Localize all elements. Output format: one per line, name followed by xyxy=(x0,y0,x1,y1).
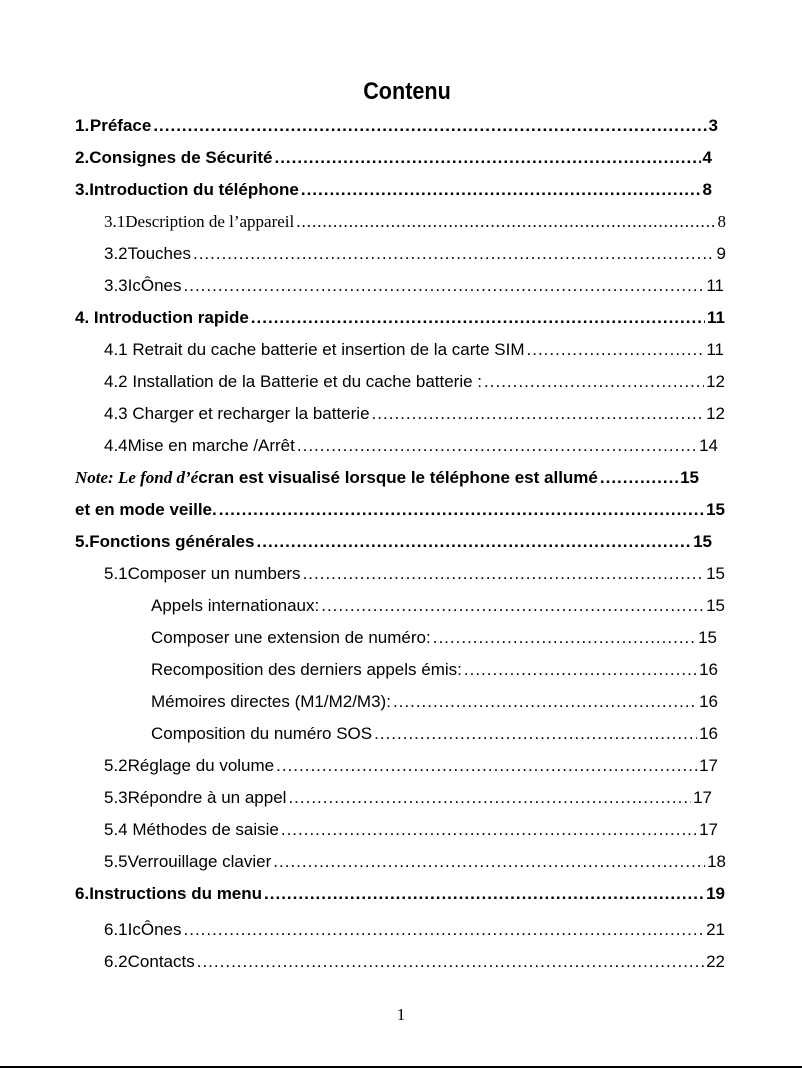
dot-leader xyxy=(274,145,700,171)
toc-label: Réglage du volume xyxy=(127,756,275,775)
toc-label: Composition du numéro SOS xyxy=(151,724,373,743)
toc-entry-composer-numbers[interactable] xyxy=(104,561,725,587)
toc-page: 21 xyxy=(706,920,725,939)
toc-label: Consignes de Sécurité xyxy=(89,148,273,167)
toc-entry-introduction-rapide[interactable] xyxy=(75,305,725,331)
toc-number: 6.1 xyxy=(104,920,128,939)
toc-label: 4.3 Charger et recharger la batterie xyxy=(104,404,370,423)
toc-number: 2. xyxy=(75,148,90,167)
toc-page: 15 xyxy=(693,532,712,551)
toc-page: 15 xyxy=(706,500,725,519)
toc-page: 3 xyxy=(708,116,718,135)
toc-label: 4.2 Installation de la Batterie et du cache batterie : xyxy=(104,372,483,391)
toc-page: 12 xyxy=(706,372,725,391)
dot-leader xyxy=(484,369,704,395)
toc-entry-repondre-appel[interactable] xyxy=(104,785,712,811)
toc-label: Appels internationaux: xyxy=(151,596,320,615)
toc-entry-verrouillage-clavier[interactable] xyxy=(104,849,726,875)
toc-page: 11 xyxy=(706,276,724,295)
toc-entry-icones[interactable] xyxy=(104,273,724,299)
toc-entry-contacts[interactable] xyxy=(104,949,725,975)
dot-leader xyxy=(296,209,715,235)
toc-entry-composer-extension[interactable] xyxy=(151,625,717,651)
toc-number: 5. xyxy=(75,532,90,551)
toc-page: 16 xyxy=(699,692,718,711)
toc-entry-consignes[interactable] xyxy=(75,145,712,171)
toc-number: 5.3 xyxy=(104,788,128,807)
toc-label: 5.4 Méthodes de saisie xyxy=(104,820,279,839)
dot-leader xyxy=(197,949,704,975)
toc-number: 5.2 xyxy=(104,756,128,775)
toc-label: Verrouillage clavier xyxy=(127,852,272,871)
toc-page: 17 xyxy=(699,820,718,839)
toc-page: 11 xyxy=(707,308,725,327)
toc-label: IcÔnes xyxy=(127,920,182,939)
toc-label: Répondre à un appel xyxy=(127,788,287,807)
toc-entry-memoires-directes[interactable] xyxy=(151,689,718,715)
dot-leader xyxy=(433,625,696,651)
dot-leader xyxy=(273,849,705,875)
toc-entry-introduction-telephone[interactable] xyxy=(75,177,712,203)
toc-label: cran est visualisé lorsque le téléphone est allumé xyxy=(198,468,598,487)
toc-entry-mise-en-marche[interactable] xyxy=(104,433,718,459)
toc-page: 15 xyxy=(698,628,717,647)
toc-label: Composer un numbers xyxy=(127,564,301,583)
toc-label: 4. Introduction rapide xyxy=(75,308,249,327)
toc-entry-fonctions-generales[interactable] xyxy=(75,529,712,555)
toc-number: 3.1 xyxy=(104,212,126,231)
toc-page: 15 xyxy=(706,564,725,583)
toc-number: 6. xyxy=(75,884,90,903)
dot-leader xyxy=(184,917,705,943)
toc-label: Instructions du menu xyxy=(89,884,263,903)
toc-label: et en mode veille. xyxy=(75,500,217,519)
toc-label: Fonctions générales xyxy=(89,532,255,551)
dot-leader xyxy=(264,881,704,907)
toc-page: 15 xyxy=(680,468,699,487)
toc-page: 17 xyxy=(693,788,712,807)
dot-leader xyxy=(297,433,697,459)
toc-page: 8 xyxy=(702,180,712,199)
toc-page: 18 xyxy=(707,852,726,871)
toc-page: 16 xyxy=(699,660,718,679)
toc-entry-mode-veille[interactable] xyxy=(75,497,725,523)
toc-label-note: Note: Le fond d’é xyxy=(75,468,199,487)
toc-page: 15 xyxy=(706,596,725,615)
toc-entry-note-fond-ecran[interactable] xyxy=(75,465,699,491)
dot-leader xyxy=(276,753,697,779)
toc-entry-methodes-saisie[interactable] xyxy=(104,817,718,843)
dot-leader xyxy=(393,689,697,715)
page-number: 1 xyxy=(396,1005,406,1024)
dot-leader xyxy=(184,273,705,299)
toc-number: 5.1 xyxy=(104,564,128,583)
dot-leader xyxy=(288,785,691,811)
dot-leader xyxy=(464,657,697,683)
toc-label: Introduction du téléphone xyxy=(89,180,299,199)
toc-entry-instructions-menu[interactable] xyxy=(75,881,725,907)
dot-leader xyxy=(527,337,705,363)
footer-rule xyxy=(0,1066,802,1068)
toc-entry-charger-batterie[interactable] xyxy=(104,401,725,427)
toc-page: 17 xyxy=(699,756,718,775)
toc-entry-appels-internationaux[interactable] xyxy=(151,593,725,619)
toc-entry-reglage-volume[interactable] xyxy=(104,753,718,779)
toc-label: Mise en marche /Arrêt xyxy=(127,436,295,455)
toc-entry-retrait-cache[interactable] xyxy=(104,337,724,363)
toc-label: IcÔnes xyxy=(127,276,182,295)
dot-leader xyxy=(321,593,704,619)
toc-entry-installation-batterie[interactable] xyxy=(104,369,725,395)
dot-leader xyxy=(600,465,678,491)
toc-number: 6.2 xyxy=(104,952,128,971)
toc-number: 3. xyxy=(75,180,90,199)
toc-page: 8 xyxy=(717,212,726,231)
toc-entry-icones-menu[interactable] xyxy=(104,917,725,943)
dot-leader xyxy=(374,721,697,747)
toc-label: Contacts xyxy=(127,952,195,971)
toc-number: 1. xyxy=(75,116,90,135)
toc-label: 4.1 Retrait du cache batterie et insertion de la carte SIM xyxy=(104,340,525,359)
dot-leader xyxy=(372,401,705,427)
toc-number: 3.2 xyxy=(104,244,128,263)
toc-entry-touches[interactable] xyxy=(104,241,726,267)
toc-page: 22 xyxy=(706,952,725,971)
dot-leader xyxy=(257,529,692,555)
toc-label: Description de l’appareil xyxy=(125,212,295,231)
toc-label: Composer une extension de numéro: xyxy=(151,628,431,647)
toc-label: Recomposition des derniers appels émis: xyxy=(151,660,462,679)
toc-number: 4.4 xyxy=(104,436,128,455)
toc-page: 14 xyxy=(699,436,718,455)
toc-number: 3.3 xyxy=(104,276,128,295)
toc-page: 11 xyxy=(706,340,724,359)
dot-leader xyxy=(153,113,706,139)
toc-entry-description-appareil[interactable] xyxy=(104,209,726,235)
page-title: Contenu xyxy=(363,78,451,105)
dot-leader xyxy=(219,497,704,523)
dot-leader xyxy=(303,561,705,587)
dot-leader xyxy=(301,177,701,203)
dot-leader xyxy=(281,817,697,843)
dot-leader xyxy=(251,305,705,331)
toc-page: 9 xyxy=(716,244,726,263)
toc-number: 5.5 xyxy=(104,852,128,871)
toc-entry-composition-sos[interactable] xyxy=(151,721,718,747)
toc-entry-preface[interactable] xyxy=(75,113,718,139)
toc-label: Préface xyxy=(89,116,152,135)
toc-page: 4 xyxy=(702,148,712,167)
toc-label: Touches xyxy=(127,244,191,263)
dot-leader xyxy=(193,241,715,267)
toc-page: 12 xyxy=(706,404,725,423)
toc-page: 16 xyxy=(699,724,718,743)
toc-label: Mémoires directes (M1/M2/M3): xyxy=(151,692,391,711)
toc-entry-recomposition[interactable] xyxy=(151,657,718,683)
toc-page: 19 xyxy=(706,884,725,903)
